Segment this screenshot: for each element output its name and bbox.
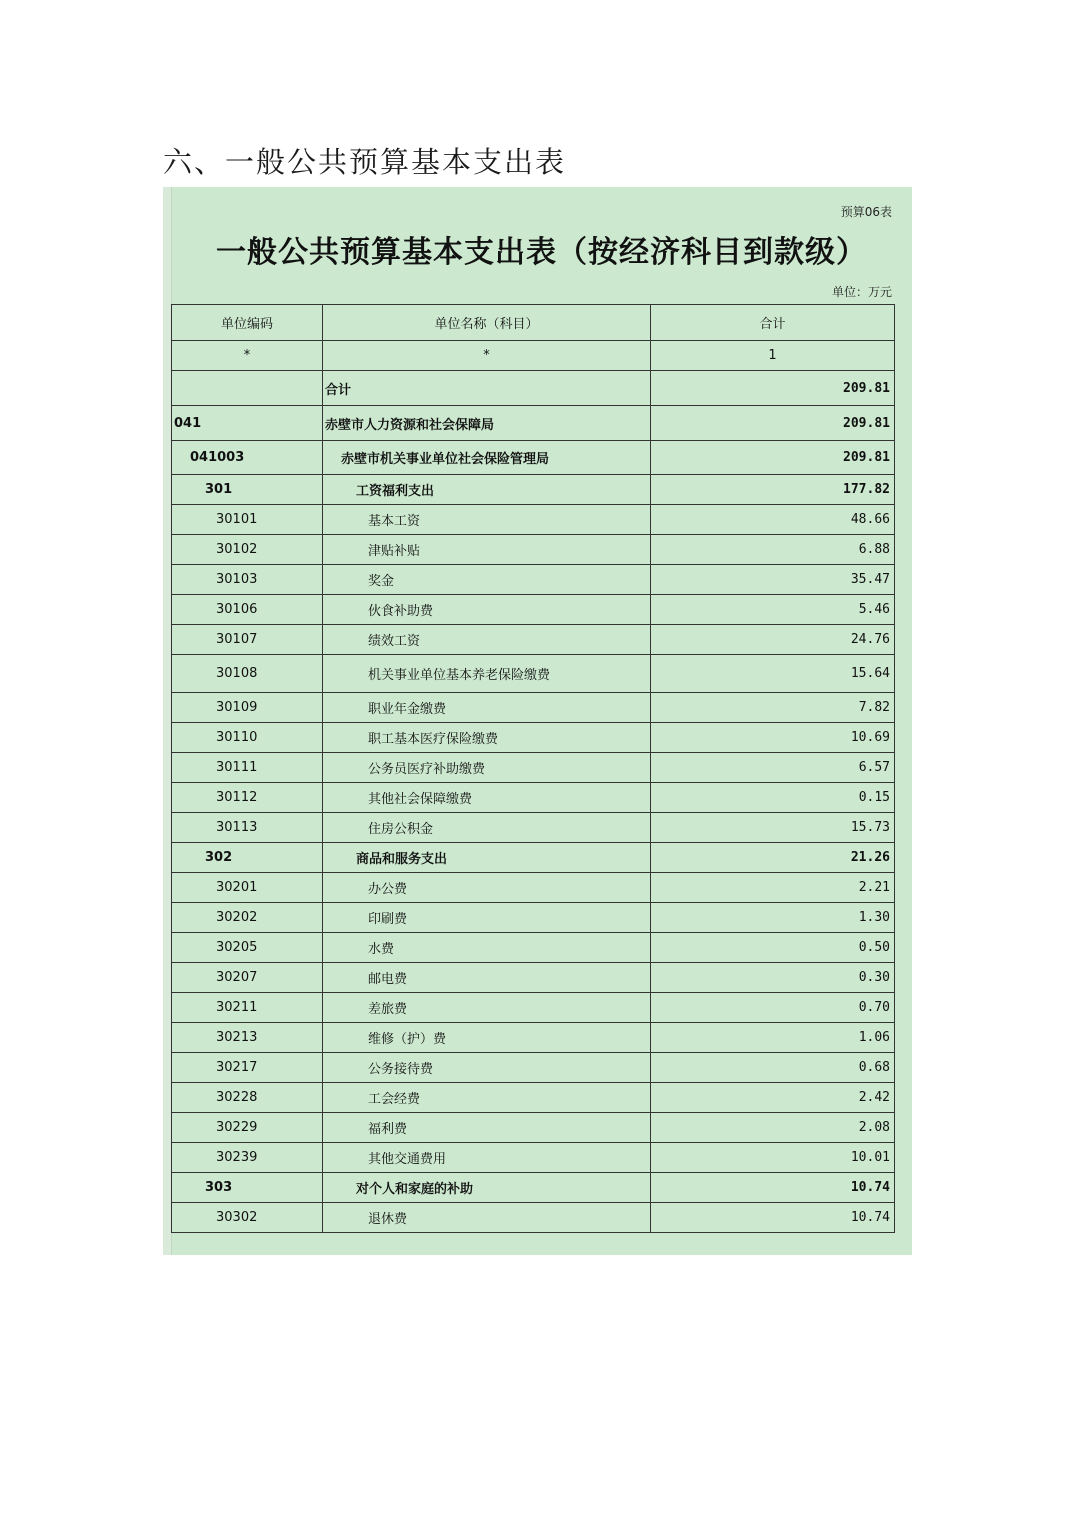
- unit-code-cell[interactable]: 30302: [172, 1203, 323, 1233]
- index-cell[interactable]: *: [172, 341, 323, 371]
- unit-name-cell[interactable]: 维修（护）费: [323, 1023, 651, 1053]
- unit-code-cell[interactable]: 303: [172, 1173, 323, 1203]
- table-row: [172, 963, 895, 993]
- unit-name-cell[interactable]: 伙食补助费: [323, 595, 651, 625]
- total-amount-cell[interactable]: 35.47: [651, 565, 895, 595]
- total-amount-cell[interactable]: 10.69: [651, 723, 895, 753]
- total-amount-cell[interactable]: 0.68: [651, 1053, 895, 1083]
- unit-name-cell[interactable]: 绩效工资: [323, 625, 651, 655]
- table-row: [172, 371, 895, 406]
- total-amount-cell[interactable]: 0.15: [651, 783, 895, 813]
- table-row: [172, 535, 895, 565]
- total-amount-cell[interactable]: 209.81: [651, 406, 895, 441]
- unit-code-cell[interactable]: 30211: [172, 993, 323, 1023]
- total-amount-cell[interactable]: 6.88: [651, 535, 895, 565]
- table-row: [172, 873, 895, 903]
- header-row: [172, 305, 895, 341]
- table-title: 一般公共预算基本支出表（按经济科目到款级）: [216, 235, 867, 270]
- total-amount-cell[interactable]: 24.76: [651, 625, 895, 655]
- total-amount-cell[interactable]: 10.01: [651, 1143, 895, 1173]
- total-amount-cell[interactable]: 7.82: [651, 693, 895, 723]
- unit-name-cell[interactable]: 工会经费: [323, 1083, 651, 1113]
- unit-code-cell[interactable]: 041003: [172, 441, 323, 475]
- unit-code-cell[interactable]: 30109: [172, 693, 323, 723]
- table-code: 预算06表: [840, 205, 892, 219]
- table-row: [172, 1053, 895, 1083]
- unit-name-cell[interactable]: 其他社会保障缴费: [323, 783, 651, 813]
- unit-name-cell[interactable]: 工资福利支出: [323, 475, 651, 505]
- total-amount-cell[interactable]: 2.21: [651, 873, 895, 903]
- table-row: [172, 1203, 895, 1233]
- unit-name-cell[interactable]: 水费: [323, 933, 651, 963]
- table-row: [172, 723, 895, 753]
- unit-code-cell[interactable]: 30101: [172, 505, 323, 535]
- table-row: [172, 565, 895, 595]
- table-row: [172, 933, 895, 963]
- table-row: [172, 1023, 895, 1053]
- total-amount-cell[interactable]: 0.30: [651, 963, 895, 993]
- table-row: [172, 441, 895, 475]
- unit-code-cell[interactable]: 30108: [172, 655, 323, 693]
- header-unit-name[interactable]: 单位名称（科目）: [323, 305, 651, 341]
- total-amount-cell[interactable]: 15.64: [651, 655, 895, 693]
- unit-name-cell[interactable]: 商品和服务支出: [323, 843, 651, 873]
- total-amount-cell[interactable]: 48.66: [651, 505, 895, 535]
- unit-code-cell[interactable]: 30207: [172, 963, 323, 993]
- unit-code-cell[interactable]: 30213: [172, 1023, 323, 1053]
- unit-name-cell[interactable]: 津贴补贴: [323, 535, 651, 565]
- unit-name-cell[interactable]: 福利费: [323, 1113, 651, 1143]
- unit-name-cell[interactable]: 差旅费: [323, 993, 651, 1023]
- table-row: [172, 693, 895, 723]
- unit-name-cell[interactable]: 退休费: [323, 1203, 651, 1233]
- total-amount-cell[interactable]: 0.50: [651, 933, 895, 963]
- table-row: [172, 993, 895, 1023]
- table-row: [172, 475, 895, 505]
- unit-name-cell[interactable]: 职业年金缴费: [323, 693, 651, 723]
- expenditure-table: [171, 304, 895, 1233]
- unit-code-cell[interactable]: 30202: [172, 903, 323, 933]
- total-amount-cell[interactable]: 10.74: [651, 1203, 895, 1233]
- table-row: [172, 595, 895, 625]
- total-amount-cell[interactable]: 10.74: [651, 1173, 895, 1203]
- index-row: [172, 341, 895, 371]
- unit-code-cell[interactable]: 30111: [172, 753, 323, 783]
- total-amount-cell[interactable]: 2.42: [651, 1083, 895, 1113]
- unit-code-cell[interactable]: 30229: [172, 1113, 323, 1143]
- total-amount-cell[interactable]: 6.57: [651, 753, 895, 783]
- unit-name-cell[interactable]: 邮电费: [323, 963, 651, 993]
- table-row: [172, 1113, 895, 1143]
- header-total[interactable]: 合计: [651, 305, 895, 341]
- total-amount-cell[interactable]: 15.73: [651, 813, 895, 843]
- table-row: [172, 1173, 895, 1203]
- unit-label: 单位：万元: [831, 285, 892, 299]
- unit-name-cell[interactable]: 住房公积金: [323, 813, 651, 843]
- unit-name-cell[interactable]: 机关事业单位基本养老保险缴费: [323, 655, 651, 693]
- unit-code-cell[interactable]: 30217: [172, 1053, 323, 1083]
- unit-code-cell[interactable]: 041: [172, 406, 323, 441]
- total-amount-cell[interactable]: 21.26: [651, 843, 895, 873]
- table-row: [172, 1083, 895, 1113]
- table-row: [172, 813, 895, 843]
- total-amount-cell[interactable]: 0.70: [651, 993, 895, 1023]
- unit-code-cell[interactable]: 30113: [172, 813, 323, 843]
- unit-name-cell[interactable]: 办公费: [323, 873, 651, 903]
- unit-code-cell[interactable]: 30201: [172, 873, 323, 903]
- total-amount-cell[interactable]: 209.81: [651, 371, 895, 406]
- unit-code-cell[interactable]: 30228: [172, 1083, 323, 1113]
- unit-code-cell[interactable]: 30110: [172, 723, 323, 753]
- table-row: [172, 406, 895, 441]
- unit-code-cell[interactable]: 30103: [172, 565, 323, 595]
- total-amount-cell[interactable]: 177.82: [651, 475, 895, 505]
- unit-code-cell[interactable]: 30106: [172, 595, 323, 625]
- unit-code-cell[interactable]: 301: [172, 475, 323, 505]
- unit-code-cell[interactable]: 30102: [172, 535, 323, 565]
- table-row: [172, 505, 895, 535]
- total-amount-cell[interactable]: 1.30: [651, 903, 895, 933]
- table-row: [172, 655, 895, 693]
- unit-code-cell[interactable]: 30112: [172, 783, 323, 813]
- unit-name-cell[interactable]: 赤壁市机关事业单位社会保险管理局: [323, 441, 651, 475]
- unit-name-cell[interactable]: 职工基本医疗保险缴费: [323, 723, 651, 753]
- unit-name-cell[interactable]: 合计: [323, 371, 651, 406]
- table-row: [172, 753, 895, 783]
- page-heading: 六、一般公共预算基本支出表: [163, 145, 567, 179]
- unit-code-cell[interactable]: 30205: [172, 933, 323, 963]
- unit-code-cell[interactable]: 30239: [172, 1143, 323, 1173]
- total-amount-cell[interactable]: 1.06: [651, 1023, 895, 1053]
- index-cell[interactable]: 1: [651, 341, 895, 371]
- budget-sheet: [163, 187, 912, 1255]
- unit-name-cell[interactable]: 公务员医疗补助缴费: [323, 753, 651, 783]
- unit-name-cell[interactable]: 印刷费: [323, 903, 651, 933]
- index-cell[interactable]: *: [323, 341, 651, 371]
- unit-name-cell[interactable]: 基本工资: [323, 505, 651, 535]
- total-amount-cell[interactable]: 2.08: [651, 1113, 895, 1143]
- unit-name-cell[interactable]: 奖金: [323, 565, 651, 595]
- unit-code-cell[interactable]: [172, 371, 323, 406]
- unit-name-cell[interactable]: 公务接待费: [323, 1053, 651, 1083]
- unit-name-cell[interactable]: 对个人和家庭的补助: [323, 1173, 651, 1203]
- unit-code-cell[interactable]: 302: [172, 843, 323, 873]
- table-row: [172, 1143, 895, 1173]
- header-unit-code[interactable]: 单位编码: [172, 305, 323, 341]
- total-amount-cell[interactable]: 5.46: [651, 595, 895, 625]
- unit-name-cell[interactable]: 其他交通费用: [323, 1143, 651, 1173]
- table-row: [172, 783, 895, 813]
- total-amount-cell[interactable]: 209.81: [651, 441, 895, 475]
- table-row: [172, 903, 895, 933]
- unit-name-cell[interactable]: 赤壁市人力资源和社会保障局: [323, 406, 651, 441]
- unit-code-cell[interactable]: 30107: [172, 625, 323, 655]
- table-row: [172, 843, 895, 873]
- table-row: [172, 625, 895, 655]
